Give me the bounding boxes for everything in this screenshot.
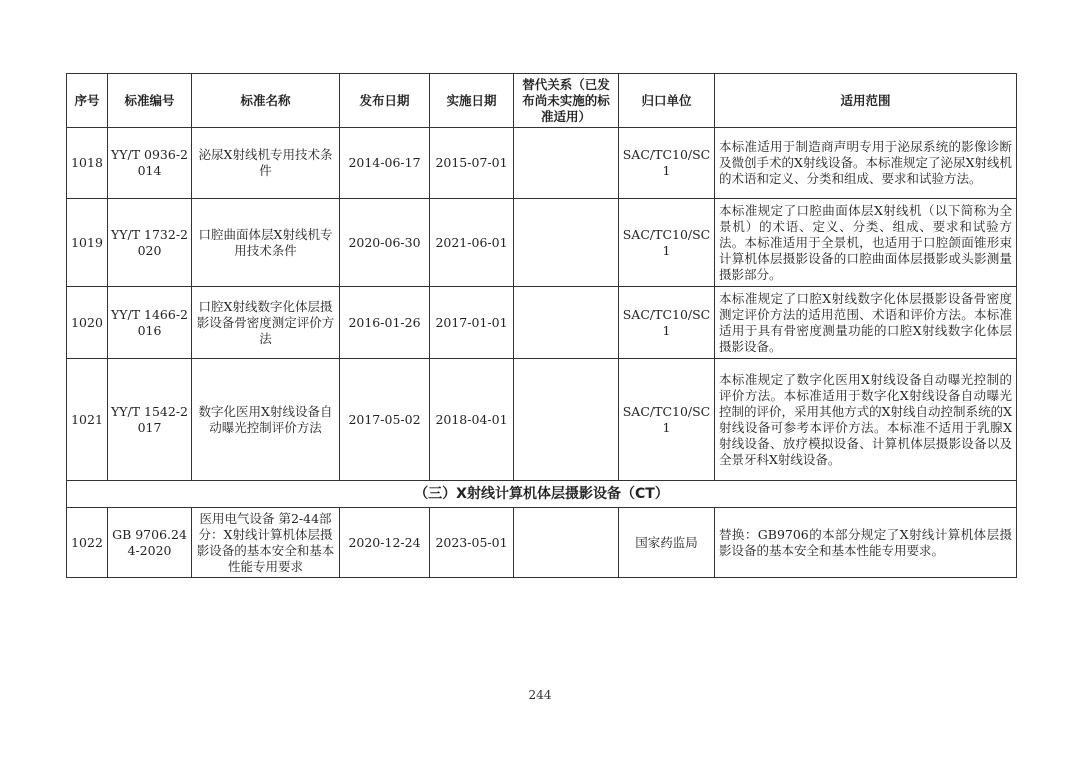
cell-replace <box>514 359 619 481</box>
cell-no: 1021 <box>67 359 108 481</box>
cell-replace <box>514 128 619 199</box>
header-code: 标准编号 <box>108 74 192 128</box>
cell-code: YY/T 1542-2017 <box>108 359 192 481</box>
cell-effective: 2017-01-01 <box>430 287 514 359</box>
cell-replace <box>514 287 619 359</box>
cell-scope: 本标准规定了口腔曲面体层X射线机（以下简称为全景机）的术语、定义、分类、组成、要求和试验方法。本标准适用于全景机，也适用于口腔颌面锥形束计算机体层摄影设备的口腔曲面体层摄影或头影测量摄影部分。 <box>715 199 1017 287</box>
table-row <box>67 508 1017 578</box>
cell-name: 泌尿X射线机专用技术条件 <box>192 128 340 199</box>
header-row <box>67 74 1017 128</box>
header-scope: 适用范围 <box>715 74 1017 128</box>
cell-unit: SAC/TC10/SC1 <box>619 287 715 359</box>
table-row <box>67 199 1017 287</box>
cell-scope: 本标准规定了数字化医用X射线设备自动曝光控制的评价方法。本标准适用于数字化X射线设备自动曝光控制的评价，采用其他方式的X射线自动控制系统的X射线设备可参考本评价方法。本标准不适用于乳腺X射线设备、放疗模拟设备、计算机体层摄影设备以及全景牙科X射线设备。 <box>715 359 1017 481</box>
header-published: 发布日期 <box>340 74 430 128</box>
cell-name: 口腔X射线数字化体层摄影设备骨密度测定评价方法 <box>192 287 340 359</box>
cell-name: 口腔曲面体层X射线机专用技术条件 <box>192 199 340 287</box>
standards-table-container <box>66 73 1016 578</box>
cell-unit: SAC/TC10/SC1 <box>619 199 715 287</box>
section-row <box>67 481 1017 508</box>
cell-published: 2017-05-02 <box>340 359 430 481</box>
page-number: 244 <box>528 688 552 702</box>
cell-code: GB 9706.244-2020 <box>108 508 192 578</box>
cell-code: YY/T 0936-2014 <box>108 128 192 199</box>
cell-published: 2020-12-24 <box>340 508 430 578</box>
cell-name: 数字化医用X射线设备自动曝光控制评价方法 <box>192 359 340 481</box>
cell-effective: 2021-06-01 <box>430 199 514 287</box>
cell-published: 2014-06-17 <box>340 128 430 199</box>
cell-scope: 本标准规定了口腔X射线数字化体层摄影设备骨密度测定评价方法的适用范围、术语和评价方法。本标准适用于具有骨密度测量功能的口腔X射线数字化体层摄影设备。 <box>715 287 1017 359</box>
cell-no: 1022 <box>67 508 108 578</box>
cell-code: YY/T 1732-2020 <box>108 199 192 287</box>
header-replace: 替代关系（已发布尚未实施的标准适用） <box>514 74 619 128</box>
cell-published: 2020-06-30 <box>340 199 430 287</box>
cell-no: 1020 <box>67 287 108 359</box>
cell-code: YY/T 1466-2016 <box>108 287 192 359</box>
cell-unit: SAC/TC10/SC1 <box>619 359 715 481</box>
header-unit: 归口单位 <box>619 74 715 128</box>
cell-unit: SAC/TC10/SC1 <box>619 128 715 199</box>
header-no: 序号 <box>67 74 108 128</box>
cell-scope: 本标准适用于制造商声明专用于泌尿系统的影像诊断及微创手术的X射线设备。本标准规定了泌尿X射线机的术语和定义、分类和组成、要求和试验方法。 <box>715 128 1017 199</box>
table-row <box>67 287 1017 359</box>
header-name: 标准名称 <box>192 74 340 128</box>
header-effective: 实施日期 <box>430 74 514 128</box>
cell-published: 2016-01-26 <box>340 287 430 359</box>
cell-name: 医用电气设备 第2-44部分：X射线计算机体层摄影设备的基本安全和基本性能专用要求 <box>192 508 340 578</box>
cell-no: 1019 <box>67 199 108 287</box>
cell-replace <box>514 508 619 578</box>
cell-effective: 2015-07-01 <box>430 128 514 199</box>
cell-replace <box>514 199 619 287</box>
cell-effective: 2018-04-01 <box>430 359 514 481</box>
section-title: （三）X射线计算机体层摄影设备（CT） <box>67 481 1017 508</box>
table-row <box>67 359 1017 481</box>
table-row <box>67 128 1017 199</box>
cell-no: 1018 <box>67 128 108 199</box>
cell-unit: 国家药监局 <box>619 508 715 578</box>
cell-effective: 2023-05-01 <box>430 508 514 578</box>
cell-scope: 替换：GB9706的本部分规定了X射线计算机体层摄影设备的基本安全和基本性能专用要求。 <box>715 508 1017 578</box>
standards-table <box>66 73 1017 578</box>
